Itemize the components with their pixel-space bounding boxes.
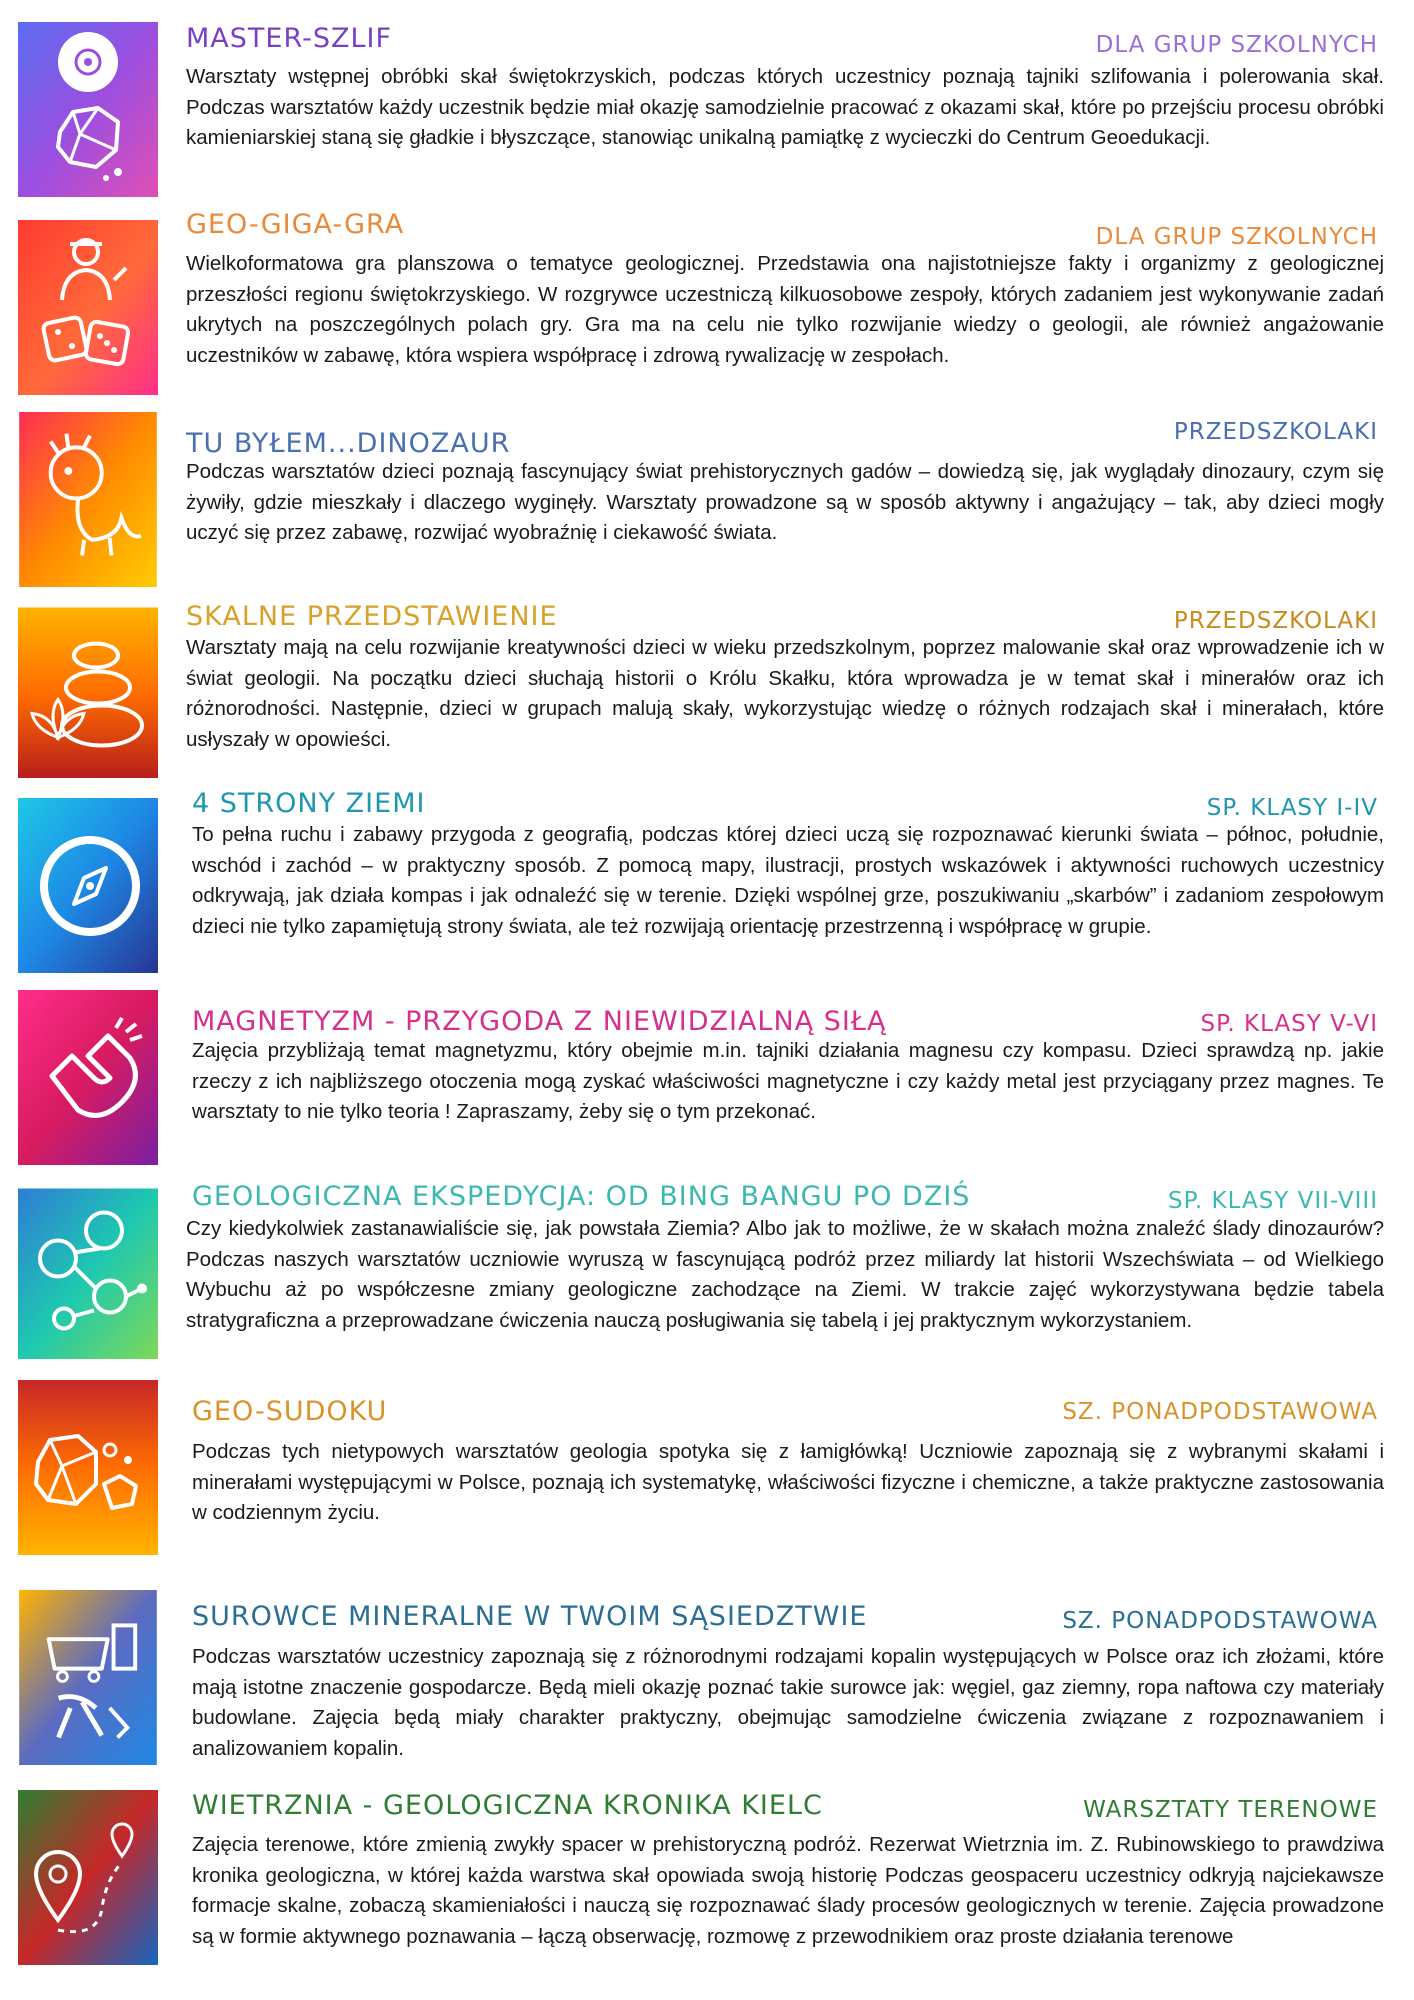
audience-label: SP. KLASY I-IV bbox=[1206, 795, 1378, 821]
workshop-3-icon-tile bbox=[18, 412, 158, 590]
workshop-title: GEOLOGICZNA EKSPEDYCJA: OD BING BANGU PO DZIŚ bbox=[192, 1181, 971, 1212]
audience-label: WARSZTATY TERENOWE bbox=[1083, 1797, 1378, 1823]
geologist-dice-icon bbox=[18, 220, 158, 395]
audience-label: DLA GRUP SZKOLNYCH bbox=[1095, 32, 1378, 58]
workshop-description: Podczas warsztatów uczestnicy zapoznają się z różnorodnymi rodzajami kopalin występujących w Polsce oraz ich złożami, które mają istotne znaczenie gospodarcze. Będą mieli okazję poznać takie surowce jak: węgiel, gaz ziemny, ropa naftowa czy materiały budowlane. Zajęcia będą miały charakter praktyczny, obejmując samodzielne ćwiczenia związane z rozpoznawaniem i analizowaniem kopalin. bbox=[192, 1645, 1384, 1760]
workshop-title: GEO-SUDOKU bbox=[192, 1396, 388, 1427]
workshop-description: Czy kiedykolwiek zastanawialiście się, jak powstała Ziemia? Albo jak to możliwe, że w skałach można znaleźć ślady dinozaurów? Podczas naszych warsztatów uczniowie wyruszą w fascynującą podróż przez miliardy lat historii Wszechświata – od Wielkiego Wybuchu aż po współczesne zmiany geologiczne zachodzące na Ziemi. W trakcie zajęć wykorzystywana będzie tabela stratygraficzna a przeprowadzane ćwiczenia nauczą posługiwania się tabelą i jej praktycznym wykorzystaniem. bbox=[186, 1217, 1384, 1332]
compass-icon bbox=[18, 798, 158, 973]
workshop-title: 4 STRONY ZIEMI bbox=[192, 788, 426, 819]
workshop-description: Warsztaty mają na celu rozwijanie kreatywności dzieci w wieku przedszkolnym, poprzez malowanie skał oraz wprowadzenie ich w świat geologii. Na początku dzieci słuchają historii o Królu Skałku, która wprowadza je w temat skał i minerałów oraz ich różnorodności. Następnie, dzieci w grupach malują skały, wykorzystując wiedzę o różnych rodzajach skał i minerałach, które usłyszały w opowieści. bbox=[186, 636, 1384, 751]
workshop-5 bbox=[186, 787, 1396, 987]
workshop-4 bbox=[186, 600, 1396, 770]
workshop-2 bbox=[186, 208, 1396, 408]
workshop-description: Zajęcia terenowe, które zmienią zwykły spacer w prehistoryczną podróż. Rezerwat Wietrznia im. Z. Rubinowskiego to prawdziwa kronika geologiczna, w której każda warstwa skał opowiada swoją historię Podczas geospaceru uczestnicy odkryją najciekawsze formacje skalne, zobaczą skamieniałości i nauczą się rozpoznawać ślady procesów geologicznych w terenie. Zajęcia prowadzone są w formie aktywnego poznawania – łączą obserwację, rozmowę z przewodnikiem oraz proste działania terenowe bbox=[192, 1833, 1384, 1948]
workshop-5-icon-tile bbox=[18, 798, 158, 973]
workshop-7-icon-tile bbox=[18, 1187, 158, 1359]
audience-label: SP. KLASY VII-VIII bbox=[1168, 1188, 1378, 1214]
workshop-6 bbox=[186, 1005, 1396, 1145]
workshop-7 bbox=[186, 1180, 1396, 1390]
audience-label: SZ. PONADPODSTAWOWA bbox=[1062, 1399, 1378, 1425]
stones-lotus-icon bbox=[18, 606, 158, 778]
workshop-title: WIETRZNIA - GEOLOGICZNA KRONIKA KIELC bbox=[192, 1790, 823, 1821]
workshop-title: MASTER-SZLIF bbox=[186, 23, 393, 54]
evolution-network-icon bbox=[18, 1187, 158, 1359]
workshop-8 bbox=[186, 1395, 1396, 1545]
workshop-title: SUROWCE MINERALNE W TWOIM SĄSIEDZTWIE bbox=[192, 1601, 868, 1632]
dinosaur-icon bbox=[18, 412, 158, 587]
mining-icon bbox=[18, 1590, 158, 1765]
audience-label: SP. KLASY V-VI bbox=[1200, 1011, 1378, 1037]
workshop-10 bbox=[186, 1789, 1396, 1999]
workshop-2-icon-tile bbox=[18, 220, 158, 395]
workshop-3 bbox=[186, 415, 1396, 565]
rocks-icon bbox=[18, 1380, 158, 1555]
workshop-description: Wielkoformatowa gra planszowa o tematyce geologicznej. Przedstawia ona najistotniejsze fakty i organizmy z geologicznej przeszłości regionu świętokrzyskiego. W rozgrywce uczestniczą kilkuosobowe zespoły, których zadaniem jest wykonywanie zadań ukrytych na poszczególnych polach gry. Gra ma na celu nie tylko rozwijanie wiedzy o geologii, ale również angażowanie uczestników w zabawę, która wspiera współpracę i zdrową rywalizację w zespołach. bbox=[186, 252, 1384, 367]
audience-label: SZ. PONADPODSTAWOWA bbox=[1062, 1608, 1378, 1634]
audience-label: PRZEDSZKOLAKI bbox=[1173, 419, 1378, 445]
workshop-6-icon-tile bbox=[18, 990, 158, 1165]
workshop-description: Podczas tych nietypowych warsztatów geologia spotyka się z łamigłówką! Uczniowie zapoznają się z wybranymi skałami i minerałami występującymi w Polsce, poznają ich systematykę, właściwości fizyczne i chemiczne, a także praktyczne zastosowania w codziennym życiu. bbox=[192, 1440, 1384, 1524]
workshop-1 bbox=[186, 22, 1396, 182]
workshop-9 bbox=[186, 1600, 1396, 1780]
workshop-1-icon-tile bbox=[18, 22, 158, 197]
workshop-9-icon-tile bbox=[18, 1590, 158, 1768]
workshop-title: MAGNETYZM - PRZYGODA Z NIEWIDZIALNĄ SIŁĄ bbox=[192, 1006, 887, 1037]
workshop-description: Warsztaty wstępnej obróbki skał świętokrzyskich, podczas których uczestnicy poznają tajniki szlifowania i polerowania skał. Podczas warsztatów każdy uczestnik będzie miał okazję samodzielnie pracować z okazami skał, które po przejściu procesu obróbki kamieniarskiej staną się gładkie i błyszczące, stanowiąc unikalną pamiątkę z wycieczki do Centrum Geoedukacji. bbox=[186, 65, 1384, 149]
gem-rocks-icon bbox=[18, 22, 158, 197]
workshop-title: GEO-GIGA-GRA bbox=[186, 209, 405, 240]
workshop-4-icon-tile bbox=[18, 606, 158, 778]
audience-label: PRZEDSZKOLAKI bbox=[1173, 608, 1378, 634]
workshop-title: SKALNE PRZEDSTAWIENIE bbox=[186, 601, 558, 632]
workshop-description: Podczas warsztatów dzieci poznają fascynujący świat prehistorycznych gadów – dowiedzą się, jak wyglądały dinozaury, czym się żywiły, gdzie mieszkały i dlaczego wyginęły. Warsztaty prowadzone są w sposób aktywny i angażujący – tak, aby dzieci mogły uczyć się przez zabawę, rozwijać wyobraźnię i ciekawość świata. bbox=[186, 460, 1384, 544]
workshop-8-icon-tile bbox=[18, 1380, 158, 1555]
map-route-icon bbox=[18, 1790, 158, 1965]
workshop-description: To pełna ruchu i zabawy przygoda z geografią, podczas której dzieci uczą się rozpoznawać kierunki świata – północ, południe, wschód i zachód – w praktyczny sposób. Z pomocą mapy, ilustracji, prostych wskazówek i aktywności ruchowych uczestnicy odkrywają, jak działa kompas i jak odnaleźć się w terenie. Dzięki wspólnej grze, poszukiwaniu „skarbów” i zadaniom zespołowym dzieci nie tylko zapamiętują strony świata, ale też rozwijają orientację przestrzenną i współpracę w grupie. bbox=[192, 823, 1384, 938]
workshop-10-icon-tile bbox=[18, 1790, 158, 1965]
workshop-title: TU BYŁEM...DINOZAUR bbox=[186, 428, 511, 459]
workshop-description: Zajęcia przybliżają temat magnetyzmu, który obejmie m.in. tajniki działania magnesu czy kompasu. Dzieci sprawdzą np. jakie rzeczy z ich najbliższego otoczenia mogą zyskać właściwości magnetyczne i czy każdy metal jest przyciągany przez magnes. Te warsztaty to nie tylko teoria ! Zapraszamy, żeby się o tym przekonać. bbox=[192, 1039, 1384, 1123]
magnet-icon bbox=[18, 990, 158, 1165]
audience-label: DLA GRUP SZKOLNYCH bbox=[1095, 224, 1378, 250]
